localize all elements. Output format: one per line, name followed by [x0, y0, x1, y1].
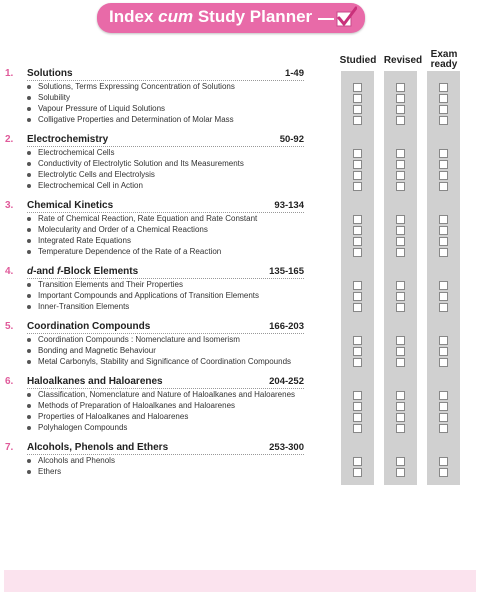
studied-checkbox[interactable] [353, 171, 362, 180]
bullet-icon [27, 239, 31, 243]
chapter-divider [27, 212, 304, 213]
bullet-icon [27, 459, 31, 463]
studied-checkbox[interactable] [353, 413, 362, 422]
exam-ready-checkbox[interactable] [439, 215, 448, 224]
chapter-title: Chemical Kinetics [27, 200, 114, 211]
studied-checkbox[interactable] [353, 237, 362, 246]
chapter-title: Alcohols, Phenols and Ethers [27, 442, 169, 453]
studied-column [341, 71, 374, 485]
chapter-title-mid: -and [33, 266, 57, 277]
column-header-exam-ready: Exam ready [430, 49, 458, 70]
bullet-icon [27, 151, 31, 155]
bullet-icon [27, 393, 31, 397]
topic-item: Vapour Pressure of Liquid Solutions [38, 104, 166, 113]
chapter-title: Coordination Compounds [27, 321, 151, 332]
revised-checkbox[interactable] [396, 226, 405, 235]
studied-checkbox[interactable] [353, 303, 362, 312]
bullet-icon [27, 228, 31, 232]
revised-checkbox[interactable] [396, 171, 405, 180]
revised-checkbox[interactable] [396, 94, 405, 103]
exam-ready-checkbox[interactable] [439, 94, 448, 103]
topic-item: Classification, Nomenclature and Nature of Haloalkanes and Haloarenes [38, 390, 296, 399]
chapter-number: 6. [5, 376, 14, 387]
revised-checkbox[interactable] [396, 347, 405, 356]
exam-ready-checkbox[interactable] [439, 248, 448, 257]
topic-item: Conductivity of Electrolytic Solution and Its Measurements [38, 159, 244, 168]
checkmark-box-icon [335, 6, 357, 28]
bullet-icon [27, 294, 31, 298]
chapter-divider [27, 333, 304, 334]
topic-item: Temperature Dependence of the Rate of a Reaction [38, 247, 222, 256]
chapter-pages: 204-252 [269, 376, 304, 387]
topic-item: Metal Carbonyls, Stability and Significance of Coordination Compounds [38, 357, 292, 366]
revised-checkbox[interactable] [396, 292, 405, 301]
studied-checkbox[interactable] [353, 424, 362, 433]
bullet-icon [27, 360, 31, 364]
exam-ready-checkbox[interactable] [439, 413, 448, 422]
bullet-icon [27, 415, 31, 419]
bullet-icon [27, 96, 31, 100]
exam-ready-checkbox[interactable] [439, 292, 448, 301]
chapter-pages: 1-49 [284, 68, 304, 79]
revised-checkbox[interactable] [396, 149, 405, 158]
topic-item: Bonding and Magnetic Behaviour [38, 346, 156, 355]
revised-checkbox[interactable] [396, 182, 405, 191]
topic-item: Electrochemical Cell in Action [38, 181, 143, 190]
exam-ready-checkbox[interactable] [439, 116, 448, 125]
studied-checkbox[interactable] [353, 116, 362, 125]
chapter-title: Electrochemistry [27, 134, 109, 145]
topic-item: Solubility [38, 93, 71, 102]
chapter-title [27, 266, 138, 277]
exam-ready-checkbox[interactable] [439, 160, 448, 169]
studied-checkbox[interactable] [353, 160, 362, 169]
exam-ready-checkbox[interactable] [439, 182, 448, 191]
revised-checkbox[interactable] [396, 215, 405, 224]
exam-ready-checkbox[interactable] [439, 226, 448, 235]
chapter-number: 4. [5, 266, 14, 277]
chapter-title-f: f [57, 266, 61, 277]
studied-checkbox[interactable] [353, 94, 362, 103]
chapter-number: 7. [5, 442, 14, 453]
bullet-icon [27, 283, 31, 287]
topic-item: Colligative Properties and Determination of Molar Mass [38, 115, 234, 124]
exam-ready-checkbox[interactable] [439, 105, 448, 114]
exam-ready-checkbox[interactable] [439, 83, 448, 92]
chapter-pages: 135-165 [269, 266, 304, 277]
bullet-icon [27, 404, 31, 408]
chapter-number: 1. [5, 68, 14, 79]
topic-item: Electrolytic Cells and Electrolysis [38, 170, 155, 179]
chapter-pages: 50-92 [279, 134, 304, 145]
topic-item: Coordination Compounds : Nomenclature and Isomerism [38, 335, 240, 344]
chapter-divider [27, 278, 304, 279]
studied-checkbox[interactable] [353, 149, 362, 158]
chapter-title-d: d [27, 266, 34, 277]
bullet-icon [27, 85, 31, 89]
revised-checkbox[interactable] [396, 83, 405, 92]
topic-item: Methods of Preparation of Haloalkanes and Haloarenes [38, 401, 236, 410]
revised-checkbox[interactable] [396, 358, 405, 367]
exam-ready-checkbox[interactable] [439, 391, 448, 400]
bullet-icon [27, 118, 31, 122]
revised-checkbox[interactable] [396, 402, 405, 411]
revised-checkbox[interactable] [396, 336, 405, 345]
revised-checkbox[interactable] [396, 116, 405, 125]
bullet-icon [27, 184, 31, 188]
exam-ready-checkbox[interactable] [439, 468, 448, 477]
footer-band [4, 570, 476, 592]
bullet-icon [27, 338, 31, 342]
exam-ready-checkbox[interactable] [439, 149, 448, 158]
revised-checkbox[interactable] [396, 160, 405, 169]
topic-item: Inner-Transition Elements [38, 302, 130, 311]
topic-item: Transition Elements and Their Properties [38, 280, 183, 289]
bullet-icon [27, 173, 31, 177]
exam-ready-checkbox[interactable] [439, 171, 448, 180]
topic-item: Properties of Haloalkanes and Haloarenes [38, 412, 189, 421]
topic-item: Electrochemical Cells [38, 148, 115, 157]
exam-ready-checkbox[interactable] [439, 336, 448, 345]
exam-ready-checkbox[interactable] [439, 347, 448, 356]
exam-ready-checkbox[interactable] [439, 237, 448, 246]
bullet-icon [27, 250, 31, 254]
chapter-pages: 166-203 [269, 321, 304, 332]
exam-ready-column [427, 71, 460, 485]
revised-checkbox[interactable] [396, 105, 405, 114]
chapter-title-rest: -Block Elements [60, 266, 139, 277]
revised-checkbox[interactable] [396, 248, 405, 257]
studied-checkbox[interactable] [353, 457, 362, 466]
revised-checkbox[interactable] [396, 237, 405, 246]
studied-checkbox[interactable] [353, 281, 362, 290]
studied-checkbox[interactable] [353, 292, 362, 301]
chapter-divider [27, 80, 304, 81]
chapter-pages: 253-300 [269, 442, 304, 453]
bullet-icon [27, 470, 31, 474]
topic-item: Alcohols and Phenols [38, 456, 115, 465]
column-header-revised: Revised [383, 55, 423, 66]
chapter-number: 3. [5, 200, 14, 211]
bullet-icon [27, 426, 31, 430]
chapter-number: 2. [5, 134, 14, 145]
exam-ready-checkbox[interactable] [439, 281, 448, 290]
revised-checkbox[interactable] [396, 391, 405, 400]
bullet-icon [27, 162, 31, 166]
studied-checkbox[interactable] [353, 83, 362, 92]
revised-checkbox[interactable] [396, 468, 405, 477]
chapter-divider [27, 454, 304, 455]
revised-checkbox[interactable] [396, 413, 405, 422]
exam-ready-checkbox[interactable] [439, 358, 448, 367]
studied-checkbox[interactable] [353, 105, 362, 114]
exam-ready-checkbox[interactable] [439, 424, 448, 433]
chapter-divider [27, 388, 304, 389]
chapter-title: Solutions [27, 68, 73, 79]
exam-ready-checkbox[interactable] [439, 457, 448, 466]
chapter-divider [27, 146, 304, 147]
studied-checkbox[interactable] [353, 336, 362, 345]
topic-item: Ethers [38, 467, 62, 476]
chapter-number: 5. [5, 321, 14, 332]
revised-column [384, 71, 417, 485]
topic-item: Rate of Chemical Reaction, Rate Equation and Rate Constant [38, 214, 258, 223]
topic-item: Polyhalogen Compounds [38, 423, 128, 432]
revised-checkbox[interactable] [396, 424, 405, 433]
bullet-icon [27, 305, 31, 309]
studied-checkbox[interactable] [353, 182, 362, 191]
bullet-icon [27, 349, 31, 353]
studied-checkbox[interactable] [353, 215, 362, 224]
studied-checkbox[interactable] [353, 347, 362, 356]
column-header-studied: Studied [339, 55, 377, 66]
revised-checkbox[interactable] [396, 303, 405, 312]
studied-checkbox[interactable] [353, 468, 362, 477]
page-title: Index cum Study Planner [109, 7, 313, 26]
studied-checkbox[interactable] [353, 248, 362, 257]
banner-dash [318, 18, 334, 20]
exam-ready-checkbox[interactable] [439, 303, 448, 312]
revised-checkbox[interactable] [396, 281, 405, 290]
studied-checkbox[interactable] [353, 226, 362, 235]
chapter-pages: 93-134 [274, 200, 304, 211]
topic-item: Important Compounds and Applications of Transition Elements [38, 291, 260, 300]
revised-checkbox[interactable] [396, 457, 405, 466]
topic-item: Solutions, Terms Expressing Concentration of Solutions [38, 82, 235, 91]
studied-checkbox[interactable] [353, 391, 362, 400]
bullet-icon [27, 217, 31, 221]
chapter-title: Haloalkanes and Haloarenes [27, 376, 163, 387]
studied-checkbox[interactable] [353, 402, 362, 411]
studied-checkbox[interactable] [353, 358, 362, 367]
topic-item: Molecularity and Order of a Chemical Reactions [38, 225, 208, 234]
topic-item: Integrated Rate Equations [38, 236, 131, 245]
header-banner [97, 3, 365, 33]
bullet-icon [27, 107, 31, 111]
exam-ready-checkbox[interactable] [439, 402, 448, 411]
